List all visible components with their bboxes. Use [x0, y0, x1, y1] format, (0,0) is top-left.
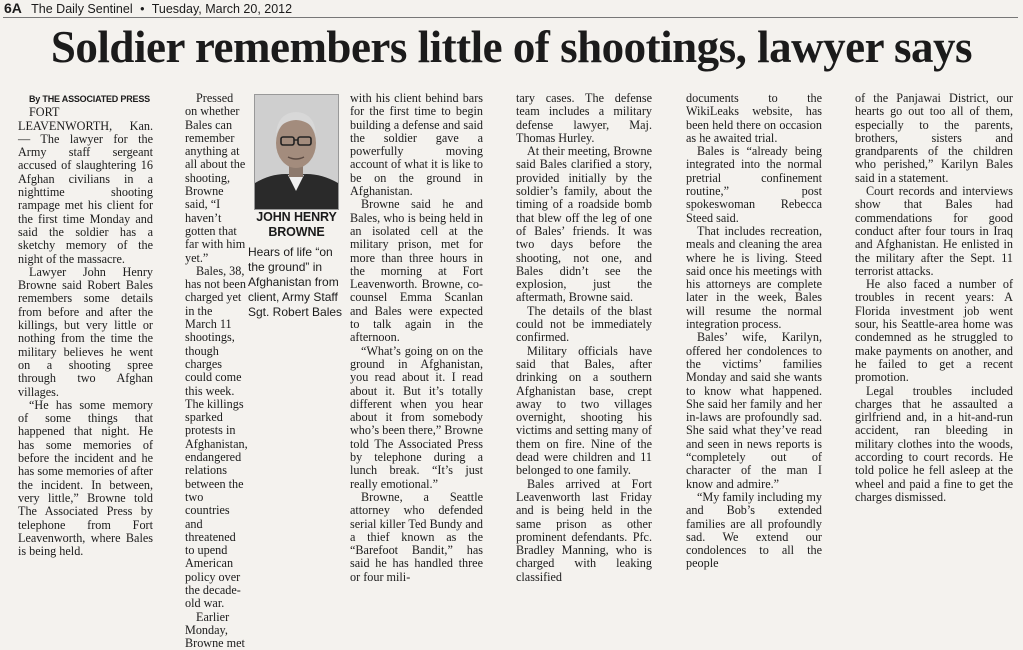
article-column-4: [516, 91, 652, 584]
paragraph: Bales’ wife, Karilyn, offered her condolences to the victims’ families Monday and said she wants to know what happened. She said her family and her in-laws are profoundly sad. She said what they’ve read and seen in news reports is “completely out of character of the man I know and admire.”: [686, 330, 822, 491]
byline: By THE ASSOCIATED PRESS: [29, 94, 150, 104]
paragraph: At their meeting, Browne said Bales clarified a story, provided initially by the soldier’s family, about the timing of a roadside bomb that blew off the leg of one of Bales’ friends. It was two days before the shooting, not one, and Bales didn’t see the explosion, just the aftermath, Browne said.: [516, 144, 652, 305]
paragraph: Military officials have said that Bales, after drinking on a southern Afghanistan base, crept away to two villages overnight, shooting his victims and setting many of them on fire. Nine of the dead were children and 11 belonged to one family.: [516, 343, 652, 478]
headline: Soldier remembers little of shootings, lawyer says: [50, 22, 973, 72]
paragraph: Bales, 38, has not been charged yet in the March 11 shootings, though charges could come this week. The killings sparked protests in Afghanistan, endangered relations between the two countries and threatened to upend American policy over the decade-old war.: [185, 263, 248, 611]
paragraph: Lawyer John Henry Browne said Robert Bales remembers some details from before and after the killings, but very little or nothing from the time the military believes he went on a shooting spree through two Afghan villages.: [18, 264, 153, 399]
page-folio: [4, 0, 1023, 16]
paragraph: That includes recreation, meals and cleaning the area where he is living. Steed said once his meetings with his attorneys are complete later in the week, Bales will resume the normal integration process.: [686, 223, 822, 332]
paragraph: The details of the blast could not be immediately confirmed.: [516, 303, 652, 345]
article-column-2: [185, 91, 248, 650]
paragraph: “What’s going on on the ground in Afghanistan, you read about it. I read about it. But it’s totally different when you hear about it from somebody who’s been there,” Browne told The Associated Press by telephone during a lunch break. “It’s just really emotional.”: [350, 343, 483, 491]
article-column-1: [18, 93, 153, 559]
page-number: 6A: [4, 0, 22, 16]
folio-separator: •: [140, 2, 145, 16]
paragraph: “He has some memory of some things that happened that night. He has some memories of before the incident and he has some memories of after the incident. In between, very little,” Browne told The Associated Press by telephone from Fort Leavenworth, where Bales is being held.: [18, 397, 153, 559]
paragraph: He also faced a number of troubles in recent years: A Florida investment job went sour, his Seattle-area home was condemned as he struggled to make payments on another, and he failed to get a recent promotion.: [855, 277, 1013, 385]
paragraph: of the Panjawai District, our hearts go out too all of them, especially to the parents, brothers, sisters and grandparents of the children who perished,” Karilyn Bales said in a statement.: [855, 91, 1013, 185]
photo-caption: Hears of life “on the ground” in Afghanistan from client, Army Staff Sgt. Robert Bales: [248, 245, 343, 319]
portrait-image: [255, 95, 338, 209]
folio-rule: [3, 17, 1018, 18]
paragraph: documents to the WikiLeaks website, has been held there on occasion as he awaited trial.: [686, 91, 822, 145]
paragraph: Browne, a Seattle attorney who defended serial killer Ted Bundy and a thief known as the “Barefoot Bandit,” has said he has handled three or four mili-: [350, 489, 483, 584]
article-column-6: [855, 91, 1013, 504]
article-column-3: [350, 91, 483, 584]
paragraph: Bales is “already being integrated into the normal pretrial confinement routine,” post spokeswoman Rebecca Steed said.: [686, 144, 822, 225]
paragraph: “My family including my and Bob’s extended families are all profoundly sad. We extend our condolences to all the people: [686, 489, 822, 571]
paragraph: Legal troubles included charges that he assaulted a girlfriend and, in a hit-and-run accident, ran bleeding in military clothes into the woods, according to court records. He told police he fell asleep at the wheel and paid a fine to get the charges dismissed.: [855, 383, 1013, 504]
paragraph: Browne said he and Bales, who is being held in an isolated cell at the military prison, met for more than three hours in the morning at Fort Leavenworth. Browne, co-counsel Emma Scanlan and Bales were expected to talk again in the afternoon.: [350, 197, 483, 345]
paragraph: Earlier Monday, Browne met: [185, 609, 245, 650]
photo-subject-name: JOHN HENRY BROWNE: [256, 210, 337, 239]
portrait-photo: [254, 94, 339, 210]
paragraph: Pressed on whether Bales can remember anything at all about the shooting, Browne said, “I haven’t gotten that far with him yet.”: [185, 91, 246, 265]
issue-date: Tuesday, March 20, 2012: [151, 2, 293, 16]
paragraph: FORT LEAVENWORTH, Kan. — The lawyer for the Army staff sergeant accused of slaughtering 16 Afghan civilians in a nighttime shooting rampage met his client for the first time Monday and said the soldier has a sketchy memory of the night of the massacre.: [18, 105, 153, 266]
paragraph: Bales arrived at Fort Leavenworth last Friday and is being held in the same prison as other prominent defendants. Pfc. Bradley Manning, who is charged with leaking classified: [516, 476, 652, 584]
paragraph: tary cases. The defense team includes a military defense lawyer, Maj. Thomas Hurley.: [516, 91, 652, 145]
paragraph: Court records and interviews show that Bales had commendations for good conduct after four tours in Iraq and Afghanistan. He enlisted in the military after the Sept. 11 terrorist attacks.: [855, 184, 1013, 278]
newspaper-name: The Daily Sentinel: [31, 2, 133, 16]
article-column-5: [686, 91, 822, 571]
photo-cutline: [248, 210, 345, 320]
paragraph: with his client behind bars for the first time to begin building a defense and said the soldier gave a powerfully moving account of what it is like to be on the ground in Afghanistan.: [350, 91, 483, 199]
